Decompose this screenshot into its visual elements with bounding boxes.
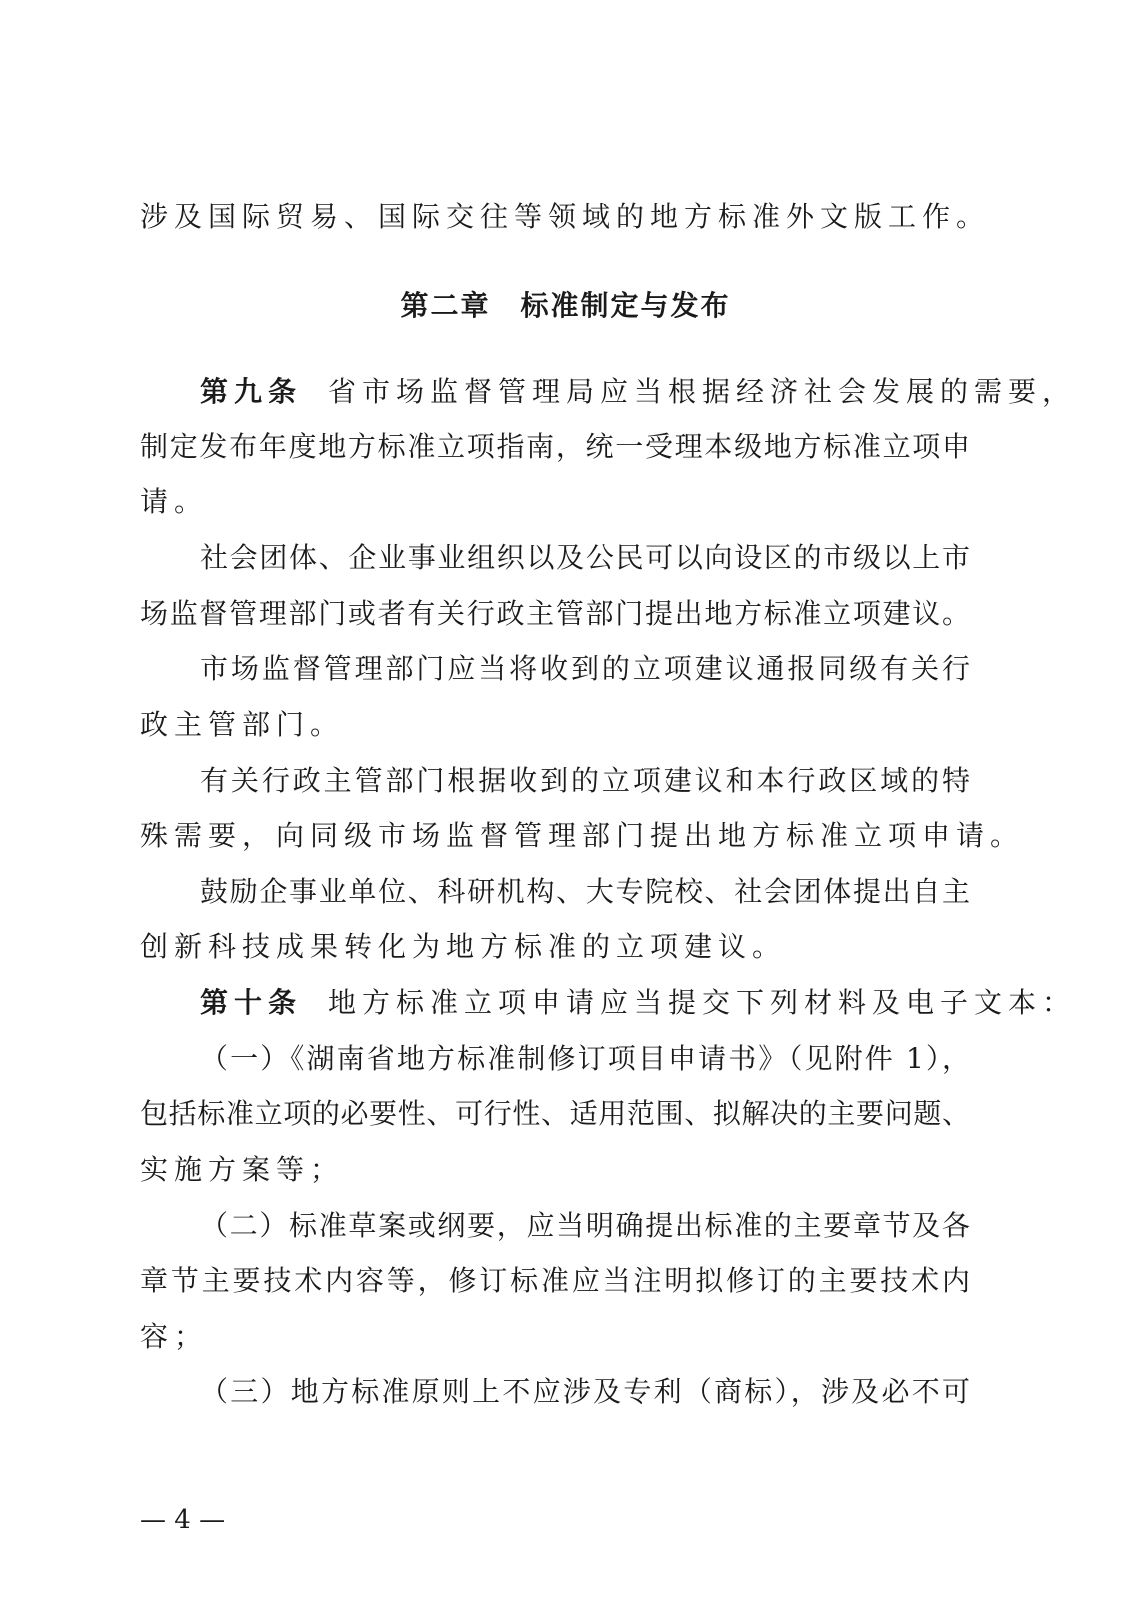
article-9-line-3: 请。 xyxy=(140,485,209,518)
article-10-title: 第十条 xyxy=(200,986,303,1019)
item-1-line-1: （一）《湖南省地方标准制修订项目申请书》（见附件 1）， xyxy=(200,1042,970,1075)
para-social-line-2: 场监督管理部门或者有关行政主管部门提出地方标准立项建议。 xyxy=(140,597,970,630)
item-1-line-3: 实施方案等； xyxy=(140,1153,345,1186)
chapter-heading: 第二章 标准制定与发布 xyxy=(400,289,731,322)
article-9-text-1: 省市场监督管理局应当根据经济社会发展的需要， xyxy=(328,375,1077,408)
item-1-line-2: 包括标准立项的必要性、可行性、适用范围、拟解决的主要问题、 xyxy=(140,1097,970,1130)
article-9-line-2: 制定发布年度地方标准立项指南，统一受理本级地方标准立项申 xyxy=(140,430,970,463)
para-market-line-2: 政主管部门。 xyxy=(140,708,345,741)
para-social-line-1: 社会团体、企业事业组织以及公民可以向设区的市级以上市 xyxy=(200,541,970,574)
page-number: — 4 — xyxy=(140,1505,226,1535)
para-admin-line-2: 殊需要，向同级市场监督管理部门提出地方标准立项申请。 xyxy=(140,819,1025,852)
item-2-line-1: （二）标准草案或纲要，应当明确提出标准的主要章节及各 xyxy=(200,1209,970,1242)
continuation-line: 涉及国际贸易、国际交往等领域的地方标准外文版工作。 xyxy=(140,200,991,233)
article-9-title: 第九条 xyxy=(200,375,303,408)
item-3-line-1: （三）地方标准原则上不应涉及专利（商标），涉及必不可 xyxy=(200,1375,970,1408)
article-10-text-1: 地方标准立项申请应当提交下列材料及电子文本： xyxy=(328,986,1077,1019)
article-10-line-1 xyxy=(200,983,1077,1023)
item-2-line-3: 容； xyxy=(140,1320,209,1353)
para-encourage-line-2: 创新科技成果转化为地方标准的立项建议。 xyxy=(140,930,787,963)
item-2-line-2: 章节主要技术内容等，修订标准应当注明拟修订的主要技术内 xyxy=(140,1264,970,1297)
para-admin-line-1: 有关行政主管部门根据收到的立项建议和本行政区域的特 xyxy=(200,764,970,797)
para-encourage-line-1: 鼓励企事业单位、科研机构、大专院校、社会团体提出自主 xyxy=(200,875,970,908)
para-market-line-1: 市场监督管理部门应当将收到的立项建议通报同级有关行 xyxy=(200,652,970,685)
article-9-line-1 xyxy=(200,372,1077,412)
